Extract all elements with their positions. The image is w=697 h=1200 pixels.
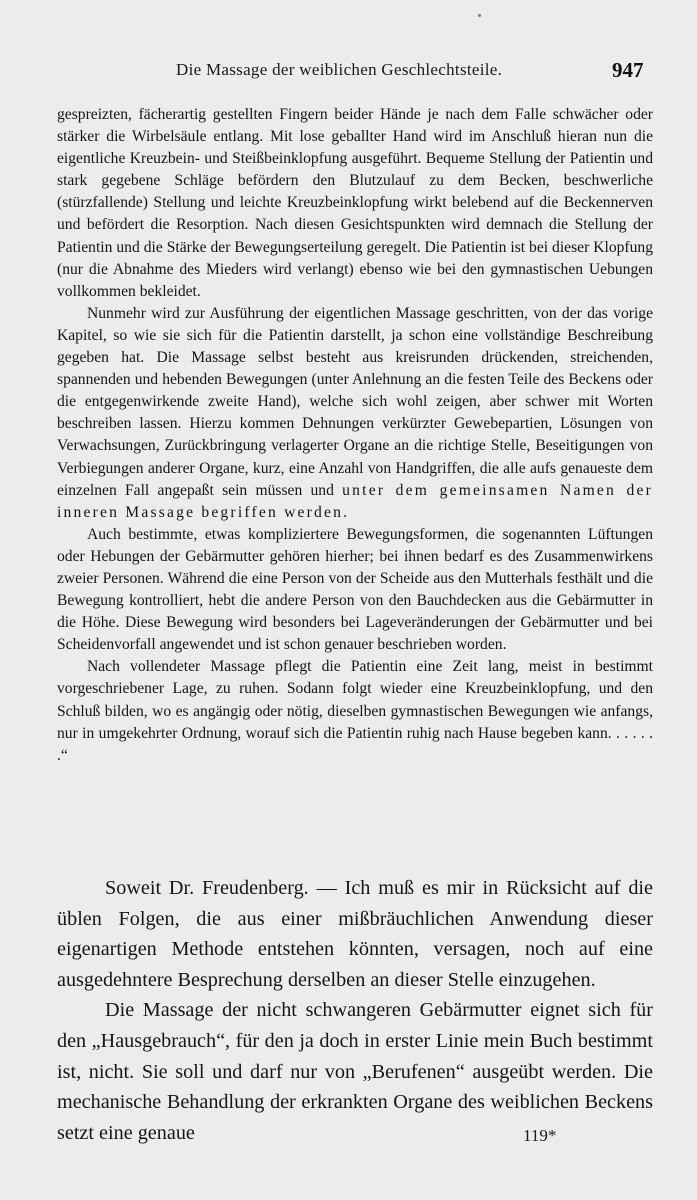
quote-paragraph: Nach vollendeter Massage pflegt die Patientin eine Zeit lang, meist in bestimmt vorgeschriebener Lage, zu ruhen. Sodann folgt wieder eine Kreuzbeinklopfung, und den Schluß bilden, wo es angängig oder nötig, dieselben gymnastischen Bewegungen wie anfangs, nur in umgekehrter Ordnung, worauf sich die Patientin ruhig nach Hause begeben kann. . . . . . .“ (57, 658, 653, 764)
signature-mark: 119* (523, 1126, 557, 1145)
main-paragraph: Die Massage der nicht schwangeren Gebärmutter eignet sich für den „Hausgebrauch“, für den ja doch in erster Linie mein Buch bestimmt ist, nicht. Sie soll und darf nur von „Berufenen“ ausgeübt werden. Die mechanische Behandlung der erkrankten Organe des weiblichen Beckens setzt eine genaue (57, 999, 653, 1144)
quote-paragraph (57, 303, 653, 524)
main-passage (57, 873, 653, 1148)
quote-paragraph: Auch bestimmte, etwas kompliziertere Bewegungsformen, die sogenannten Lüftungen oder Hebungen der Gebärmutter gehören hierher; bei ihnen bedarf es des Zusammenwirkens zweier Personen. Während die eine Person von der Scheide aus den Mutterhals festhält und die Bewegung kontrolliert, hebt die andere Person von den Bauchdecken aus die Gebärmutter in die Höhe. Diese Bewegung wird besonders bei Lageveränderungen der Gebärmutter und bei Scheidenvorfall angewendet und ist schon genauer beschrieben worden. (57, 525, 653, 654)
page-number: 947 (612, 58, 644, 82)
running-header: Die Massage der weiblichen Geschlechtsteile. (176, 60, 503, 79)
emphasized-text: unter dem gemeinsamen Namen der inneren Massage begriffen werden. (57, 481, 653, 521)
main-paragraph: Soweit Dr. Freudenberg. — Ich muß es mir in Rücksicht auf die üblen Folgen, die aus einer mißbräuchlichen Anwendung dieser eigenartigen Methode entstehen könnten, versagen, noch auf eine ausgedehntere Besprechung derselben an dieser Stelle einzugehen. (57, 877, 653, 991)
paper-speck (478, 14, 481, 17)
quoted-passage (57, 104, 653, 767)
quote-text: Nunmehr wird zur Ausführung der eigentlichen Massage geschritten, von der das vorige Kapitel, so wie sie sich für die Patientin darstellt, ja schon eine vollständige Beschreibung gegeben hat. Die Massage selbst besteht aus kreisrunden drückenden, streichenden, spannenden und hebenden Bewegungen (unter Anlehnung an die festen Teile des Beckens oder die entgegenwirkende zweite Hand), welche sich wohl zeigen, aber schwer mit Worten beschreiben lassen. Hierzu kommen Dehnungen verkürzter Gewebepartien, Lösungen von Verwachsungen, Zurückbringung verlagerter Organe an die richtige Stelle, Beseitigungen von Verbiegungen anderer Organe, kurz, eine Anzahl von Handgriffen, die alle aufs genaueste dem einzelnen Fall angepaßt sein müssen und (57, 304, 653, 499)
quote-paragraph: gespreizten, fächerartig gestellten Fingern beider Hände je nach dem Falle schwächer oder stärker die Wirbelsäule entlang. Mit lose geballter Hand wird im Anschluß hieran nun die eigentliche Kreuzbein- und Steißbeinklopfung ausgeführt. Bequeme Stellung der Patientin und stark gegebene Schläge befördern den Blutzulauf zu dem Becken, beschwerliche (stürzfallende) Stellung und leichte Kreuzbeinklopfung wirkt belebend auf die Beckennerven und befördert die Resorption. Nach diesen Gesichtspunkten wird demnach die Stellung der Patientin und die Stärke der Bewegungserteilung geregelt. Die Patientin ist bei dieser Klopfung (nur die Abnahme des Mieders wird verlangt) ebenso wie bei den gymnastischen Uebungen vollkommen bekleidet. (57, 106, 653, 300)
